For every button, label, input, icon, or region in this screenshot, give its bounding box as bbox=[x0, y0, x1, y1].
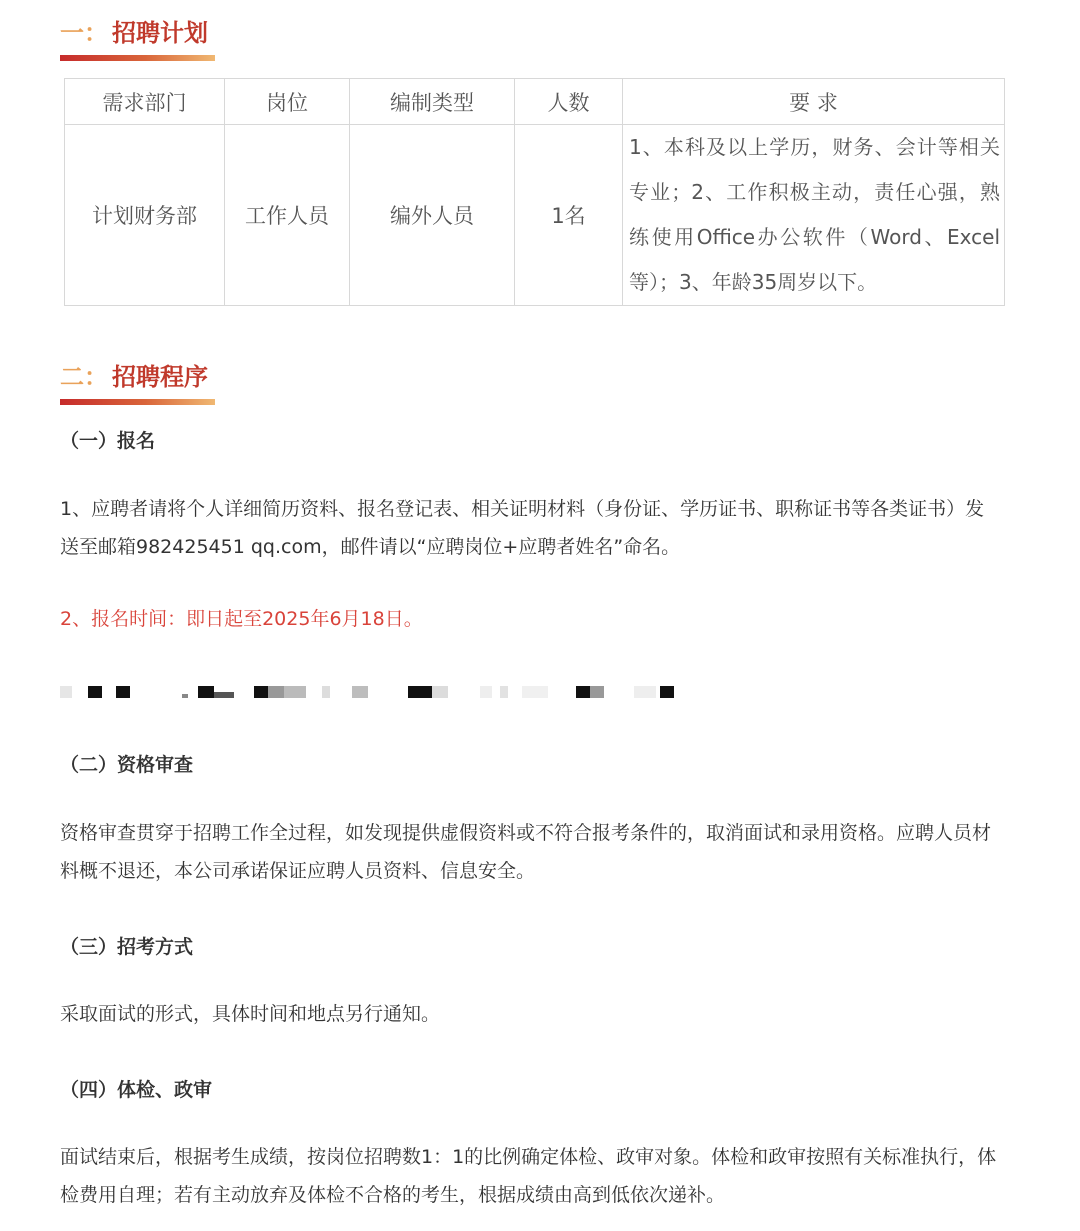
cell-department: 计划财务部 bbox=[65, 125, 225, 306]
table-row bbox=[65, 125, 1005, 306]
step-heading-medical: （四）体检、政审 bbox=[60, 1079, 213, 1101]
step-heading-qualification: （二）资格审查 bbox=[60, 754, 194, 776]
step-heading-method: （三）招考方式 bbox=[60, 936, 194, 958]
step-heading-registration: （一）报名 bbox=[60, 430, 156, 452]
header-type: 编制类型 bbox=[350, 79, 515, 125]
method-paragraph: 采取面试的形式，具体时间和地点另行通知。 bbox=[60, 1003, 441, 1025]
cell-position: 工作人员 bbox=[225, 125, 350, 306]
obscured-text-line bbox=[60, 684, 680, 700]
registration-deadline: 2、报名时间：即日起至2025年6月18日。 bbox=[60, 608, 423, 630]
qualification-paragraph: 资格审查贯穿于招聘工作全过程，如发现提供虚假资料或不符合报考条件的，取消面试和录用资格。应聘人员材料概不退还，本公司承诺保证应聘人员资料、信息安全。 bbox=[60, 822, 992, 882]
section-header-text bbox=[60, 360, 208, 394]
table-header-row bbox=[65, 79, 1005, 125]
section-title: 招聘计划 bbox=[112, 19, 208, 47]
header-position: 岗位 bbox=[225, 79, 350, 125]
section-number: 二： bbox=[60, 363, 108, 391]
header-department: 需求部门 bbox=[65, 79, 225, 125]
section-number: 一： bbox=[60, 19, 108, 47]
cell-requirements: 1、本科及以上学历，财务、会计等相关专业；2、工作积极主动，责任心强，熟练使用Office办公软件（Word、Excel等）；3、年龄35周岁以下。 bbox=[623, 125, 1005, 306]
medical-paragraph: 面试结束后，根据考生成绩，按岗位招聘数1：1的比例确定体检、政审对象。体检和政审按照有关标准执行，体检费用自理；若有主动放弃及体检不合格的考生，根据成绩由高到低依次递补。 bbox=[60, 1146, 997, 1206]
cell-count: 1名 bbox=[515, 125, 623, 306]
cell-type: 编外人员 bbox=[350, 125, 515, 306]
header-count: 人数 bbox=[515, 79, 623, 125]
section-underline bbox=[60, 399, 215, 405]
section-header-text bbox=[60, 16, 208, 50]
section-underline bbox=[60, 55, 215, 61]
section-title: 招聘程序 bbox=[112, 363, 208, 391]
header-requirements: 要 求 bbox=[623, 79, 1005, 125]
registration-paragraph: 1、应聘者请将个人详细简历资料、报名登记表、相关证明材料（身份证、学历证书、职称证书等各类证书）发送至邮箱982425451 qq.com，邮件请以“应聘岗位+应聘者姓名”命名。 bbox=[60, 498, 985, 558]
recruitment-plan-table bbox=[64, 78, 1005, 306]
